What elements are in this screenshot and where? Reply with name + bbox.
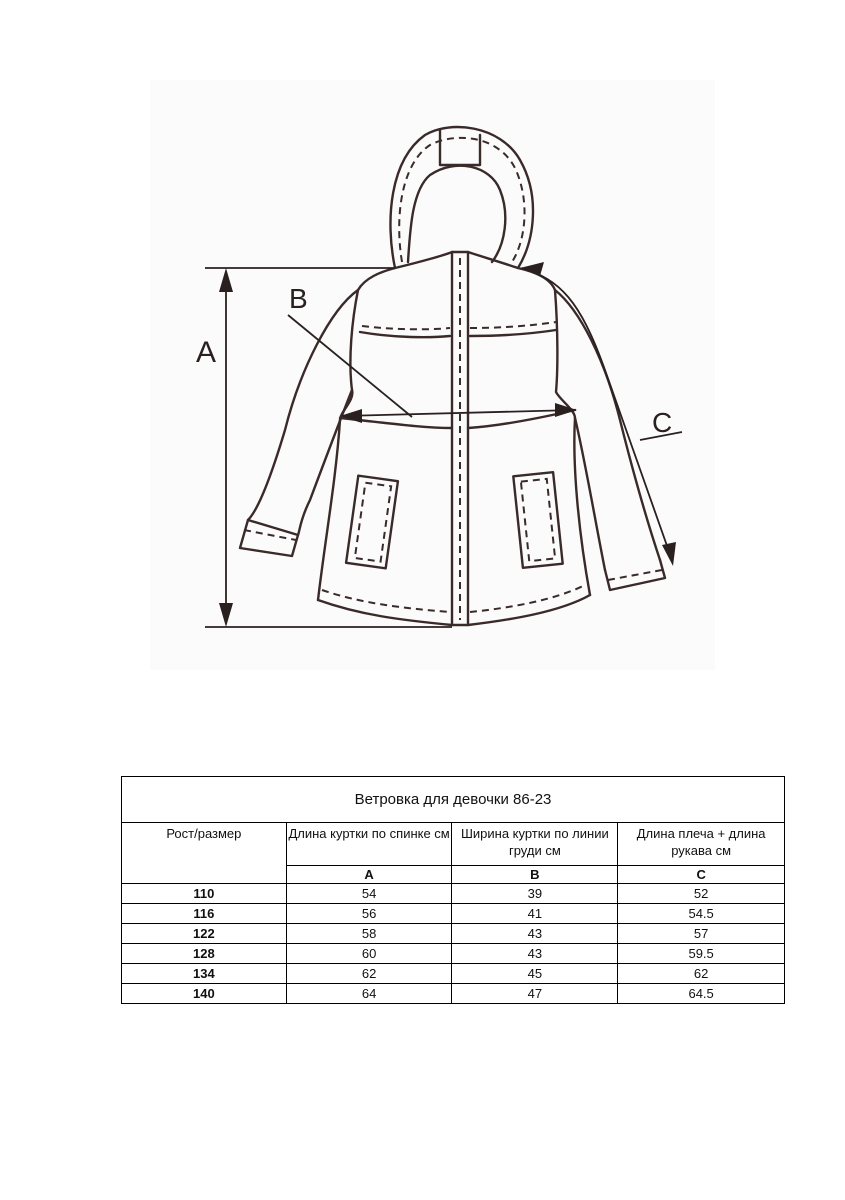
hood-inner xyxy=(408,166,505,262)
label-b: B xyxy=(289,283,308,314)
cell-a: 58 xyxy=(286,924,452,944)
cell-b: 43 xyxy=(452,924,618,944)
cell-a: 56 xyxy=(286,904,452,924)
pocket-left-stitch xyxy=(355,483,391,562)
cell-size: 110 xyxy=(122,884,287,904)
label-a: A xyxy=(196,336,217,369)
sleeve-right-inner xyxy=(575,418,605,570)
cell-c: 54.5 xyxy=(618,904,785,924)
hood-outline xyxy=(390,127,533,268)
cell-b: 43 xyxy=(452,944,618,964)
measure-b-line xyxy=(342,410,575,416)
cell-b: 39 xyxy=(452,884,618,904)
cell-b: 41 xyxy=(452,904,618,924)
collar-line xyxy=(395,252,518,268)
table-row xyxy=(122,984,785,1004)
cell-a: 64 xyxy=(286,984,452,1004)
measure-c-arrow-top xyxy=(520,262,544,276)
cell-b: 45 xyxy=(452,964,618,984)
sleeve-left-outer xyxy=(248,290,358,520)
header-sleeve: Длина плеча + длина рукава см xyxy=(618,823,785,866)
header-size: Рост/размер xyxy=(122,823,287,884)
measure-a-arrow-bottom xyxy=(219,603,233,627)
sleeve-right-outer xyxy=(555,290,660,560)
cell-size: 128 xyxy=(122,944,287,964)
cell-size: 134 xyxy=(122,964,287,984)
measure-a-arrow-top xyxy=(219,268,233,292)
header-chest: Ширина куртки по линии груди см xyxy=(452,823,618,866)
cell-c: 62 xyxy=(618,964,785,984)
cell-a: 62 xyxy=(286,964,452,984)
pocket-right-stitch xyxy=(521,479,555,561)
sleeve-left-inner xyxy=(298,390,352,535)
measure-c-arrow-bottom xyxy=(662,542,676,566)
cell-a: 60 xyxy=(286,944,452,964)
cell-c: 64.5 xyxy=(618,984,785,1004)
cell-a: 54 xyxy=(286,884,452,904)
yoke-left xyxy=(360,332,450,337)
cell-c: 52 xyxy=(618,884,785,904)
letter-b: B xyxy=(452,866,618,884)
cuff-left xyxy=(240,520,298,556)
yoke-stitch-right xyxy=(470,322,556,328)
letter-c: C xyxy=(618,866,785,884)
header-length: Длина куртки по спинке см xyxy=(286,823,452,866)
cell-c: 57 xyxy=(618,924,785,944)
hem-stitch xyxy=(322,585,585,612)
hood-stitch xyxy=(399,138,524,262)
table-row xyxy=(122,924,785,944)
table-row xyxy=(122,964,785,984)
size-table xyxy=(121,776,785,1004)
cell-size: 116 xyxy=(122,904,287,924)
table-row xyxy=(122,884,785,904)
table-title: Ветровка для девочки 86-23 xyxy=(122,777,785,823)
yoke-right xyxy=(470,330,556,336)
letter-a: A xyxy=(286,866,452,884)
yoke-stitch-left xyxy=(362,326,450,329)
table-row xyxy=(122,944,785,964)
measure-c-line xyxy=(522,268,672,560)
cell-b: 47 xyxy=(452,984,618,1004)
label-c: C xyxy=(652,407,673,438)
table-row xyxy=(122,904,785,924)
cuff-right-stitch xyxy=(608,570,662,580)
cell-size: 140 xyxy=(122,984,287,1004)
cell-c: 59.5 xyxy=(618,944,785,964)
hood-front-band xyxy=(440,130,480,165)
cell-size: 122 xyxy=(122,924,287,944)
